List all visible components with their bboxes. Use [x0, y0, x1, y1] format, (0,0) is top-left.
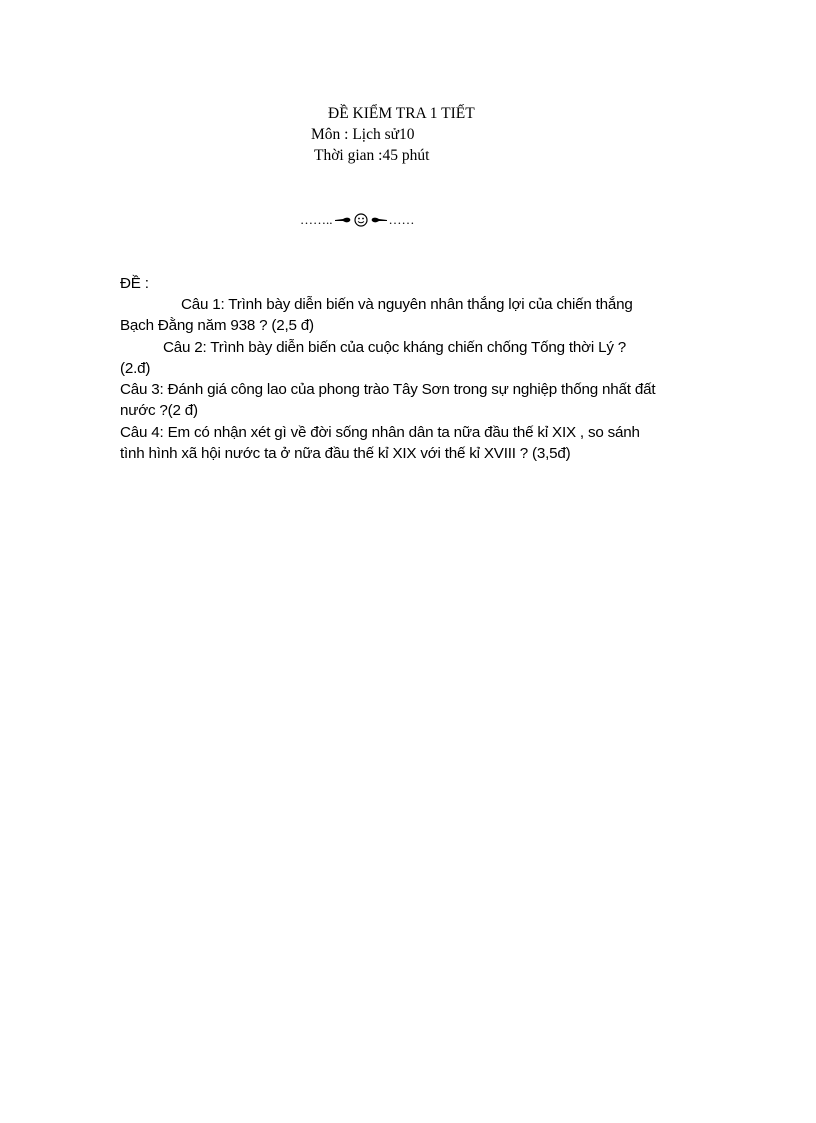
duration-line: Thời gian :45 phút	[314, 147, 430, 164]
subject-line: Môn : Lịch sử10	[311, 126, 415, 143]
question-1-line-2: Bạch Đằng năm 938 ? (2,5 đ)	[120, 317, 314, 334]
exam-heading: ĐỀ :	[120, 275, 149, 292]
left-hand-icon	[334, 215, 352, 225]
question-4-line-1: Câu 4: Em có nhận xét gì về đời sống nhân dân ta nữa đầu thế kỉ XIX , so sánh	[120, 424, 640, 441]
question-2-line-1: Câu 2: Trình bày diễn biến của cuộc kháng chiến chống Tống thời Lý ?	[163, 339, 626, 356]
question-1-line-1: Câu 1: Trình bày diễn biến và nguyên nhân thắng lợi của chiến thắng	[181, 296, 633, 313]
question-3-line-1: Câu 3: Đánh giá công lao của phong trào Tây Sơn trong sự nghiệp thống nhất đất	[120, 381, 656, 398]
question-2-line-2: (2.đ)	[120, 360, 151, 377]
question-4-line-2: tình hình xã hội nước ta ở nữa đầu thế kỉ XIX với thế kỉ XVIII ? (3,5đ)	[120, 445, 571, 462]
smiley-icon	[354, 213, 368, 227]
right-hand-icon	[370, 215, 388, 225]
ornament-divider	[300, 210, 415, 230]
divider-left-dots: ……..	[300, 212, 333, 227]
divider-right-dots: ……	[388, 212, 415, 227]
exam-title: ĐỀ KIỂM TRA 1 TIẾT	[328, 105, 475, 122]
question-3-line-2: nước ?(2 đ)	[120, 402, 198, 419]
